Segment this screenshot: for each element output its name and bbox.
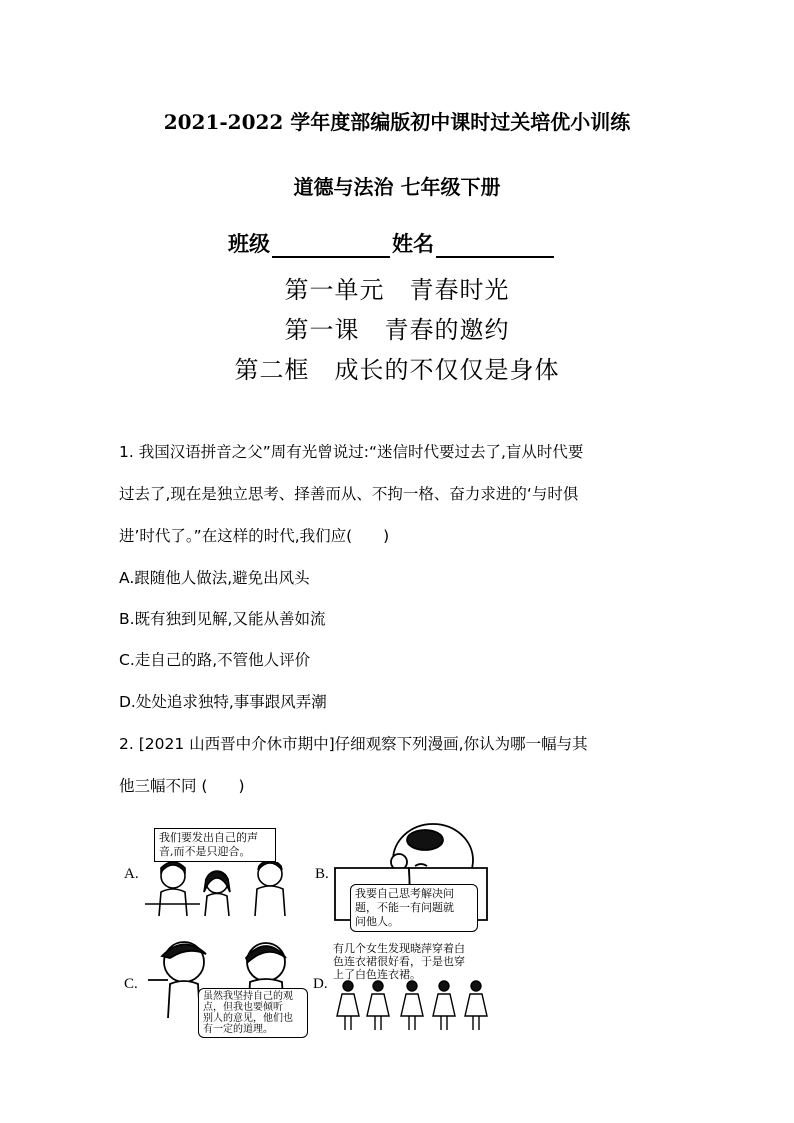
question-2-line-1: 2. [2021 山西晋中介休市期中]仔细观察下列漫画,你认为哪一幅与其 [119, 735, 588, 753]
name-blank [436, 234, 554, 258]
comic-b-bubble-line-2: 题，不能一有问题就 [355, 901, 454, 914]
question-1-option-b: B.既有独到见解,又能从善如流 [119, 610, 326, 628]
comic-c-bubble-line-1: 虽然我坚持自己的观 [203, 991, 293, 1002]
class-label: 班级 [228, 231, 270, 256]
question-1-option-c: C.走自己的路,不管他人评价 [119, 651, 311, 669]
question-1-line-3: 进’时代了。”在这样的时代,我们应( ) [119, 527, 390, 545]
question-1-line-1: 1. 我国汉语拼音之父”周有光曾说过:“迷信时代要过去了,盲从时代要 [119, 443, 584, 461]
question-2-line-2: 他三幅不同 ( ) [119, 777, 245, 795]
comic-c-speech-bubble [198, 988, 308, 1038]
comic-c-label: C. [124, 976, 138, 992]
comic-a-bubble-line-2: 音,而不是只迎合。 [159, 845, 251, 858]
class-name-line [228, 228, 556, 258]
comic-d-label: D. [313, 976, 328, 992]
comic-b-label: B. [315, 866, 329, 882]
comic-d-drawing [332, 980, 492, 1032]
comic-a-drawing [145, 862, 305, 917]
name-label: 姓名 [392, 231, 434, 256]
class-blank [272, 234, 390, 258]
comic-b-bubble-line-3: 问他人。 [355, 915, 399, 928]
comic-a-label: A. [124, 866, 139, 882]
comic-d-caption-line-2: 色连衣裙很好看，于是也穿 [333, 955, 465, 968]
unit-heading: 第一单元 青春时光 [284, 276, 510, 304]
comic-d-caption [333, 942, 493, 981]
comic-b-bubble-line-1: 我要自己思考解决问 [355, 887, 454, 900]
worksheet-subtitle: 道德与法治 七年级下册 [293, 175, 501, 199]
comic-c-bubble-line-2: 点，但我也要倾听 [203, 1002, 283, 1013]
comic-c-bubble-line-4: 有一定的道理。 [203, 1024, 273, 1035]
comic-a-bubble-line-1: 我们要发出自己的声 [159, 831, 258, 844]
comic-c-bubble-line-3: 别人的意见，他们也 [203, 1013, 293, 1024]
comic-b-speech-bubble [350, 884, 478, 932]
question-1-option-a: A.跟随他人做法,避免出风头 [119, 569, 310, 587]
comic-d-caption-line-1: 有几个女生发现晓萍穿着白 [333, 942, 465, 955]
lesson-heading: 第一课 青春的邀约 [284, 316, 510, 344]
section-heading: 第二框 成长的不仅仅是身体 [234, 356, 560, 384]
comic-a-speech-bubble [154, 828, 276, 862]
question-1-option-d: D.处处追求独特,事事跟风弄潮 [119, 693, 327, 711]
question-1-line-2: 过去了,现在是独立思考、择善而从、不拘一格、奋力求进的‘与时俱 [119, 485, 579, 503]
worksheet-title: 2021-2022 学年度部编版初中课时过关培优小训练 [163, 110, 631, 134]
comic-d-caption-line-3: 上了白色连衣裙。 [333, 968, 421, 981]
